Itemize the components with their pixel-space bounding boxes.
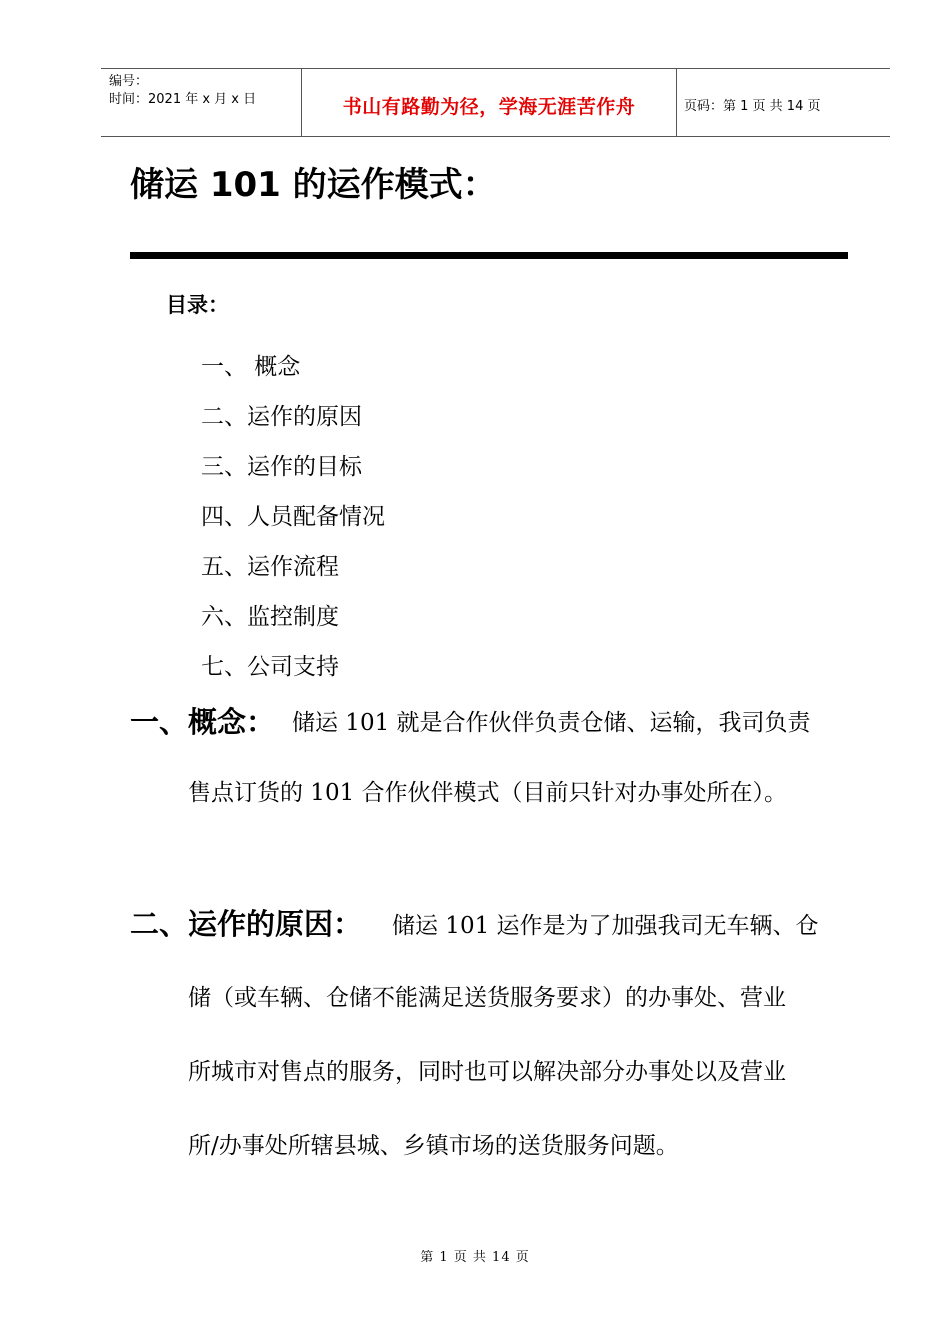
header-page-cell: [676, 69, 890, 136]
toc-item: 一、 概念: [201, 354, 301, 380]
section-line: 储运 101 运作是为了加强我司无车辆、仓: [392, 913, 819, 939]
section-heading: 二、运作的原因：: [130, 907, 363, 941]
toc-item: 五、运作流程: [201, 554, 339, 580]
toc-item: 四、人员配备情况: [201, 504, 385, 530]
toc-label: 目录：: [166, 293, 229, 317]
section-line: 所/办事处所辖县城、乡镇市场的送货服务问题。: [188, 1133, 679, 1159]
page-footer: 第 1 页 共 14 页: [420, 1250, 530, 1265]
page-info: 页码：第 1 页 共 14 页: [684, 99, 821, 114]
toc-item: 七、公司支持: [201, 654, 339, 680]
time-label: 时间：2021 年 x 月 x 日: [109, 92, 257, 107]
header-motto-cell: [301, 69, 677, 136]
motto: 书山有路勤为径，学海无涯苦作舟: [342, 96, 636, 118]
section-line: 售点订货的 101 合作伙伴模式（目前只针对办事处所在）。: [188, 780, 788, 806]
document-header: [101, 68, 890, 137]
section-line: 储（或车辆、仓储不能满足送货服务要求）的办事处、营业: [188, 985, 786, 1011]
toc-item: 六、监控制度: [201, 604, 339, 630]
table-of-contents: [201, 350, 385, 700]
title-divider: [130, 252, 848, 259]
document-title: 储运 101 的运作模式：: [130, 165, 497, 205]
section-heading: 一、概念：: [130, 705, 276, 739]
header-meta: [101, 69, 301, 136]
section-line: 储运 101 就是合作伙伴负责仓储、运输，我司负责: [292, 710, 811, 736]
toc-item: 二、运作的原因: [201, 404, 362, 430]
number-label: 编号：: [109, 74, 149, 89]
toc-item: 三、运作的目标: [201, 454, 362, 480]
section-line: 所城市对售点的服务，同时也可以解决部分办事处以及营业: [188, 1059, 786, 1085]
